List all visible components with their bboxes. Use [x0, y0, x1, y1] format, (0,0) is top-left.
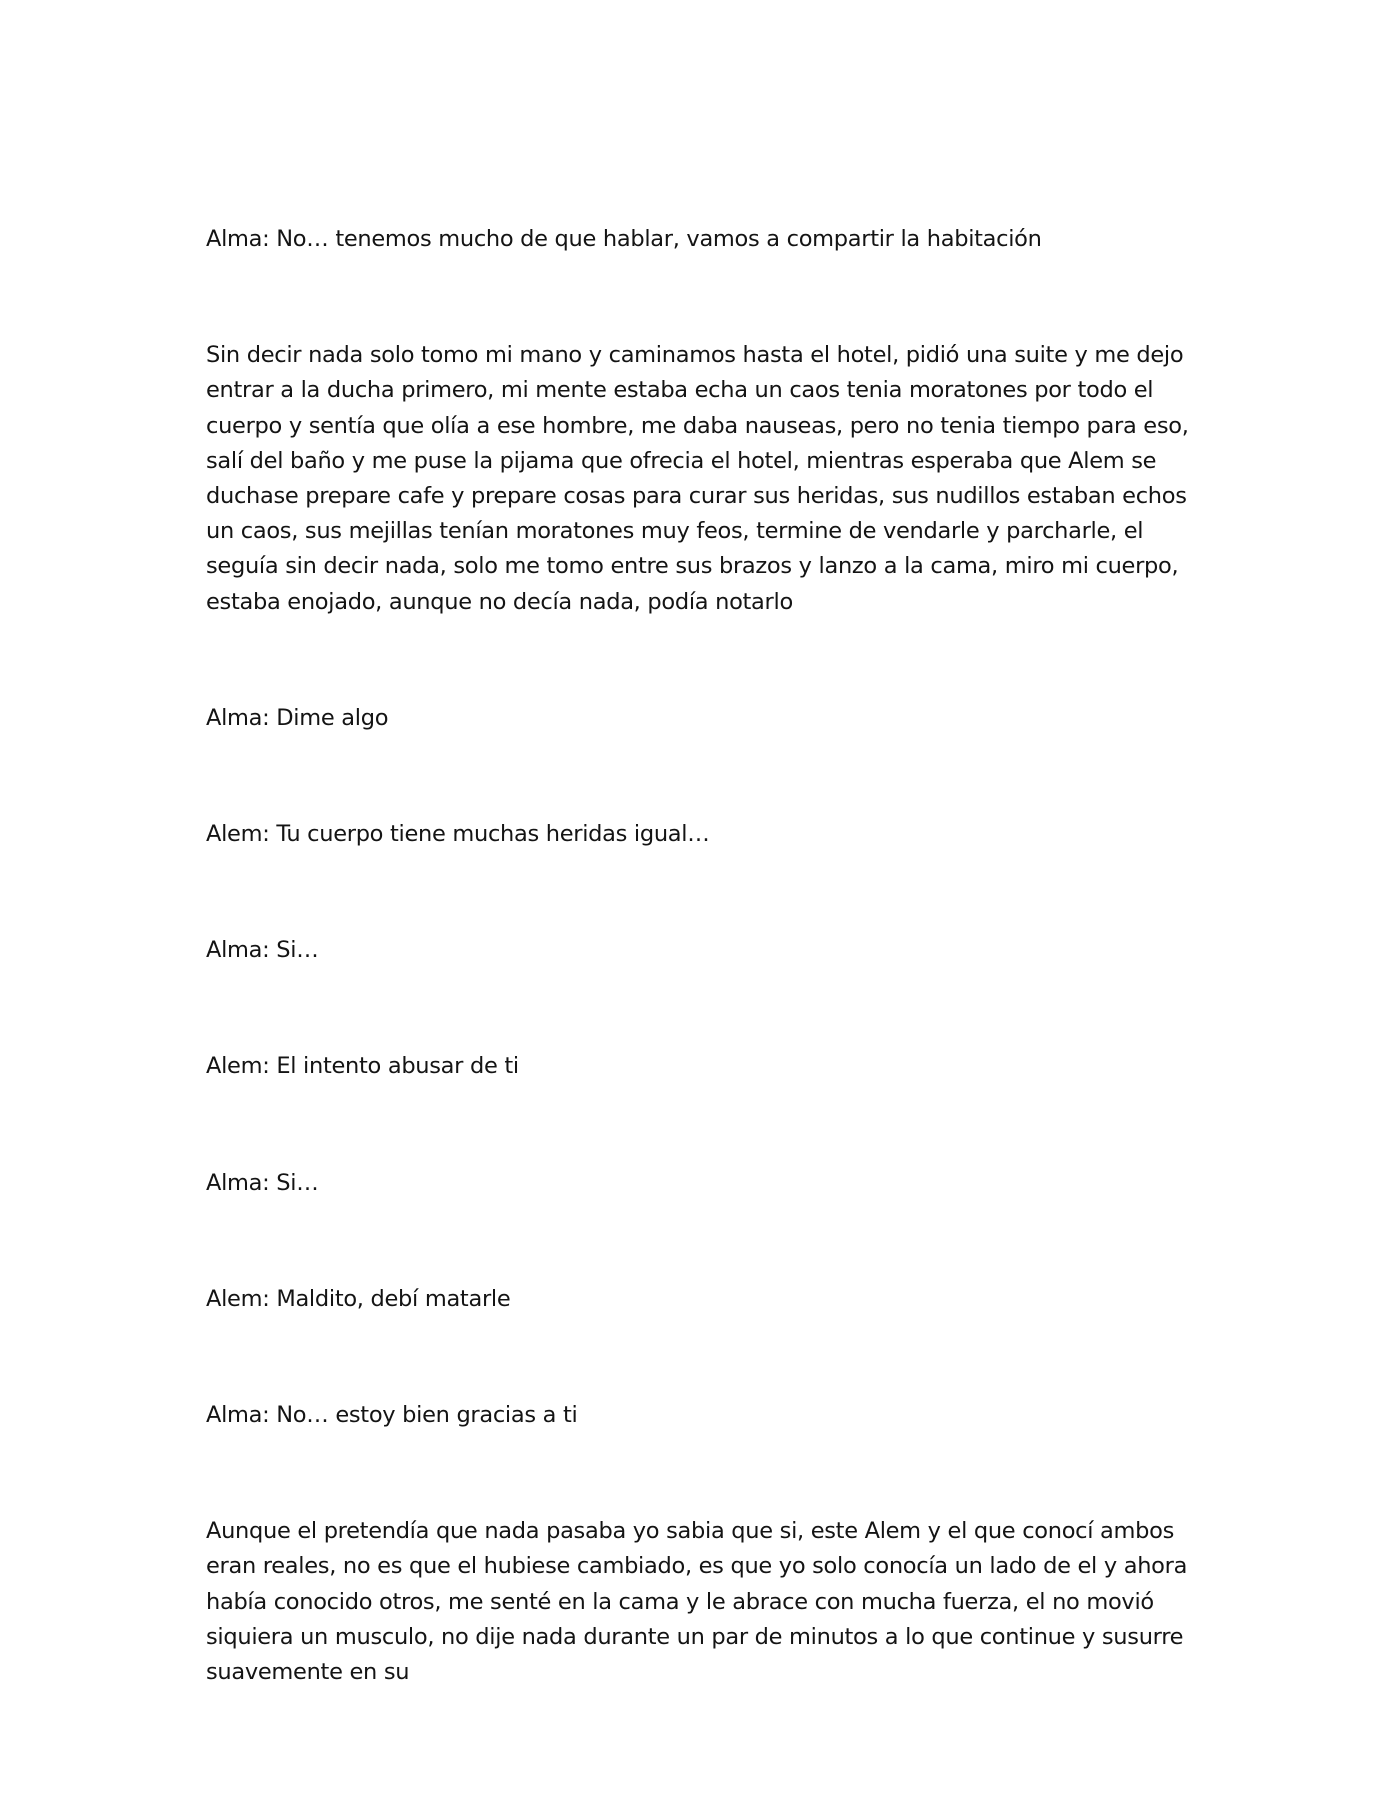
dialogue-line: Alem: Tu cuerpo tiene muchas heridas igual… — [206, 821, 710, 848]
dialogue-line: Alem: Maldito, debí matarle — [206, 1285, 511, 1312]
document-body — [206, 222, 1206, 1690]
narrative-paragraph: Sin decir nada solo tomo mi mano y caminamos hasta el hotel, pidió una suite y me dejo entrar a la ducha primero, mi mente estaba echa un caos tenia moratones por todo el cuerpo y sentía que olía a ese hombre, me daba nauseas, pero no tenia tiempo para eso, salí del baño y me puse la pijama que ofrecia el hotel, mientras esperaba que Alem se duchase prepare cafe y prepare cosas para curar sus heridas, sus nudillos estaban echos un caos, sus mejillas tenían moratones muy feos, termine de vendarle y parcharle, el seguía sin decir nada, solo me tomo entre sus brazos y lanzo a la cama, miro mi cuerpo, estaba enojado, aunque no decía nada, podía notarlo — [206, 342, 1189, 615]
dialogue-line: Alma: Si… — [206, 1169, 319, 1196]
dialogue-line: Alma: No… estoy bien gracias a ti — [206, 1402, 578, 1429]
narrative-paragraph: Aunque el pretendía que nada pasaba yo sabia que si, este Alem y el que conocí ambos eran reales, no es que el hubiese cambiado, es que yo solo conocía un lado de el y ahora había conocido otros, me senté en la cama y le abrace con mucha fuerza, el no movió siquiera un musculo, no dije nada durante un par de minutos a lo que continue y susurre suavemente en su — [206, 1518, 1188, 1686]
dialogue-line: Alma: Si… — [206, 937, 319, 964]
dialogue-line: Alem: El intento abusar de ti — [206, 1053, 519, 1080]
dialogue-line: Alma: Dime algo — [206, 704, 389, 731]
dialogue-line: Alma: No… tenemos mucho de que hablar, vamos a compartir la habitación — [206, 226, 1042, 252]
